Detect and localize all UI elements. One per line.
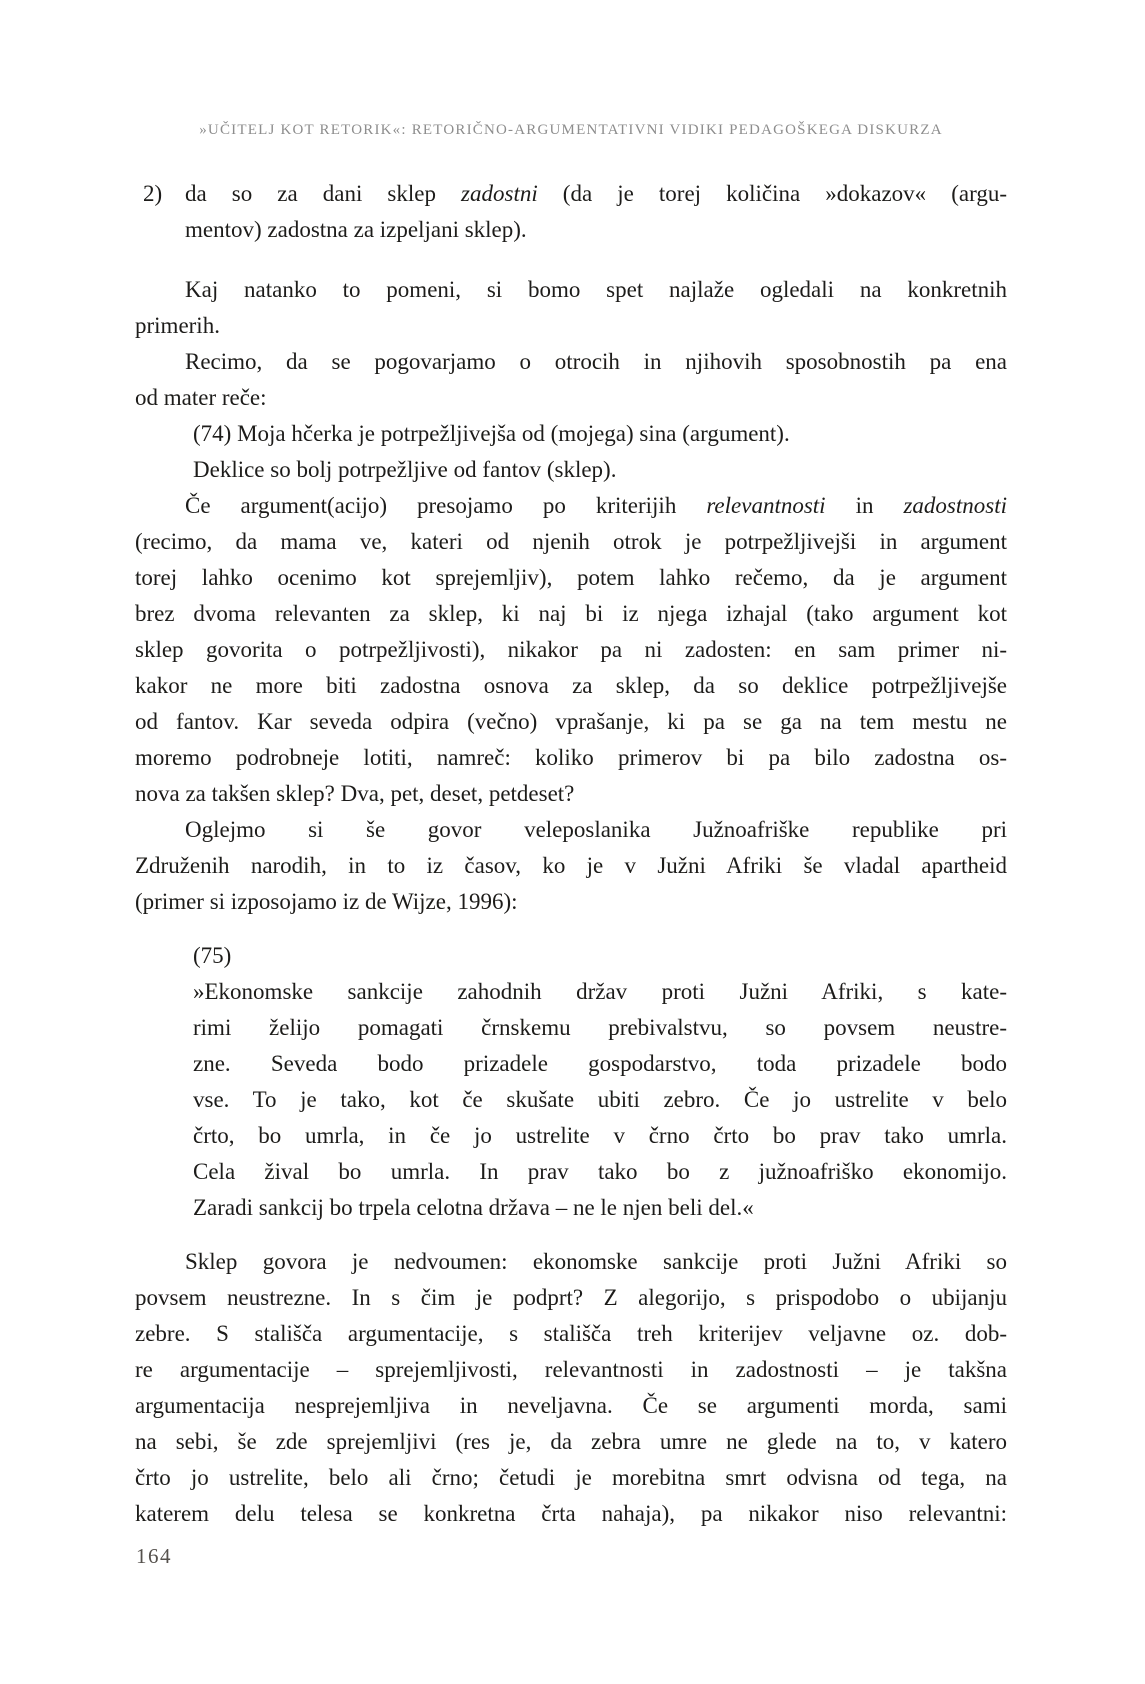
text-line	[135, 776, 1007, 812]
text-line	[135, 596, 1007, 632]
text-line	[135, 704, 1007, 740]
text-span: Združenih narodih, in to iz časov, ko je v Južni Afriki še vladal apartheid	[135, 853, 1007, 878]
text-span: torej lahko ocenimo kot sprejemljiv), potem lahko rečemo, da je argument	[135, 565, 1007, 590]
text-span: moremo podrobneje lotiti, namreč: koliko primerov bi pa bilo zadostna os-	[135, 745, 1007, 770]
text-span: »Ekonomske sankcije zahodnih držav proti Južni Afriki, s kate-	[193, 979, 1007, 1004]
text-span: od fantov. Kar seveda odpira (večno) vprašanje, ki pa se ga na tem mestu ne	[135, 709, 1007, 734]
text-content	[135, 176, 1007, 1532]
quote-75	[135, 938, 1007, 1226]
text-span: Deklice so bolj potrpežljive od fantov (sklep).	[193, 457, 617, 482]
text-span: (recimo, da mama ve, kateri od njenih otrok je potrpežljivejši in argument	[135, 529, 1007, 554]
text-line	[193, 1046, 1007, 1082]
text-span: kakor ne more biti zadostna osnova za sklep, da so deklice potrpežljivejše	[135, 673, 1007, 698]
paragraph-oglejmo	[135, 812, 1007, 920]
text-line	[135, 1280, 1007, 1316]
text-line	[193, 1082, 1007, 1118]
text-line	[193, 1118, 1007, 1154]
text-span: da so za dani sklep	[185, 181, 462, 206]
text-line	[193, 1010, 1007, 1046]
italic-text: relevantnosti	[706, 493, 826, 518]
text-span: Sklep govora je nedvoumen: ekonomske sankcije proti Južni Afriki so	[185, 1249, 1007, 1274]
text-line	[135, 272, 1007, 308]
text-span: Oglejmo si še govor veleposlanika Južnoafriške republike pri	[185, 817, 1007, 842]
text-span: povsem neustrezne. In s čim je podprt? Z alegorijo, s prispodobo o ubijanju	[135, 1285, 1007, 1310]
text-line	[135, 740, 1007, 776]
text-line	[135, 1352, 1007, 1388]
italic-text: zadostni	[461, 181, 538, 206]
text-line	[135, 884, 1007, 920]
text-span: rimi želijo pomagati črnskemu prebivalstvu, so povsem neustre-	[193, 1015, 1007, 1040]
text-line	[135, 812, 1007, 848]
text-line	[135, 488, 1007, 524]
text-line	[185, 212, 1007, 248]
text-line	[135, 380, 1007, 416]
running-header: »UČITELJ KOT RETORIK«: RETORIČNO-ARGUMENTATIVNI VIDIKI PEDAGOŠKEGA DISKURZA	[199, 122, 943, 138]
page-number: 164	[136, 1544, 172, 1568]
list-item-2	[135, 176, 1007, 248]
paragraph-ce-argumentacijo	[135, 488, 1007, 812]
text-span: od mater reče:	[135, 385, 267, 410]
text-line	[135, 1496, 1007, 1532]
text-line	[135, 1316, 1007, 1352]
text-line	[135, 1460, 1007, 1496]
italic-text: zadostnosti	[903, 493, 1007, 518]
text-line	[193, 938, 1007, 974]
text-span: (75)	[193, 943, 232, 968]
text-span: (74) Moja hčerka je potrpežljivejša od (mojega) sina (argument).	[193, 421, 790, 446]
text-span: primerih.	[135, 313, 220, 338]
text-line	[135, 668, 1007, 704]
text-span: in	[825, 493, 904, 518]
text-line	[185, 176, 1007, 212]
text-span: Kaj natanko to pomeni, si bomo spet najlaže ogledali na konkretnih	[185, 277, 1007, 302]
text-line	[193, 974, 1007, 1010]
example-74	[135, 416, 1007, 488]
text-line	[135, 632, 1007, 668]
paragraph-kaj-natanko	[135, 272, 1007, 344]
text-line	[193, 1190, 1007, 1226]
text-span: črto, bo umrla, in če jo ustrelite v črno črto bo prav tako umrla.	[193, 1123, 1007, 1148]
text-span: (primer si izposojamo iz de Wijze, 1996):	[135, 889, 518, 914]
text-span: nova za takšen sklep? Dva, pet, deset, petdeset?	[135, 781, 575, 806]
paragraph-sklep-govora	[135, 1244, 1007, 1532]
text-line	[193, 452, 1007, 488]
text-span: Če argument(acijo) presojamo po kriterijih	[185, 493, 707, 518]
text-line	[135, 848, 1007, 884]
text-span: brez dvoma relevanten za sklep, ki naj bi iz njega izhajal (tako argument kot	[135, 601, 1007, 626]
text-line	[135, 1388, 1007, 1424]
text-span: sklep govorita o potrpežljivosti), nikakor pa ni zadosten: en sam primer ni-	[135, 637, 1007, 662]
text-line	[135, 1244, 1007, 1280]
text-span: vse. To je tako, kot če skušate ubiti zebro. Če jo ustrelite v belo	[193, 1087, 1007, 1112]
text-span: (da je torej količina »dokazov« (argu-	[537, 181, 1007, 206]
item-marker: 2)	[143, 181, 163, 206]
text-line	[135, 1424, 1007, 1460]
text-span: mentov) zadostna za izpeljani sklep).	[185, 217, 527, 242]
text-line	[193, 416, 1007, 452]
paragraph-recimo	[135, 344, 1007, 416]
text-line	[135, 344, 1007, 380]
text-span: črto jo ustrelite, belo ali črno; četudi je morebitna smrt odvisna od tega, na	[135, 1465, 1007, 1490]
text-span: na sebi, še zde sprejemljivi (res je, da zebra umre ne glede na to, v katero	[135, 1429, 1007, 1454]
text-span: Cela žival bo umrla. In prav tako bo z južnoafriško ekonomijo.	[193, 1159, 1007, 1184]
text-line	[193, 1154, 1007, 1190]
text-line	[135, 524, 1007, 560]
text-span: Zaradi sankcij bo trpela celotna država – ne le njen beli del.«	[193, 1195, 754, 1220]
text-line	[135, 560, 1007, 596]
text-span: zebre. S stališča argumentacije, s stališča treh kriterijev veljavne oz. dob-	[135, 1321, 1007, 1346]
text-line	[135, 308, 1007, 344]
text-span: katerem delu telesa se konkretna črta nahaja), pa nikakor niso relevantni:	[135, 1501, 1007, 1526]
text-span: Recimo, da se pogovarjamo o otrocih in njihovih sposobnostih pa ena	[185, 349, 1007, 374]
text-span: argumentacija nesprejemljiva in neveljavna. Če se argumenti morda, sami	[135, 1393, 1007, 1418]
text-span: re argumentacije – sprejemljivosti, relevantnosti in zadostnosti – je takšna	[135, 1357, 1007, 1382]
text-span: zne. Seveda bodo prizadele gospodarstvo, toda prizadele bodo	[193, 1051, 1007, 1076]
